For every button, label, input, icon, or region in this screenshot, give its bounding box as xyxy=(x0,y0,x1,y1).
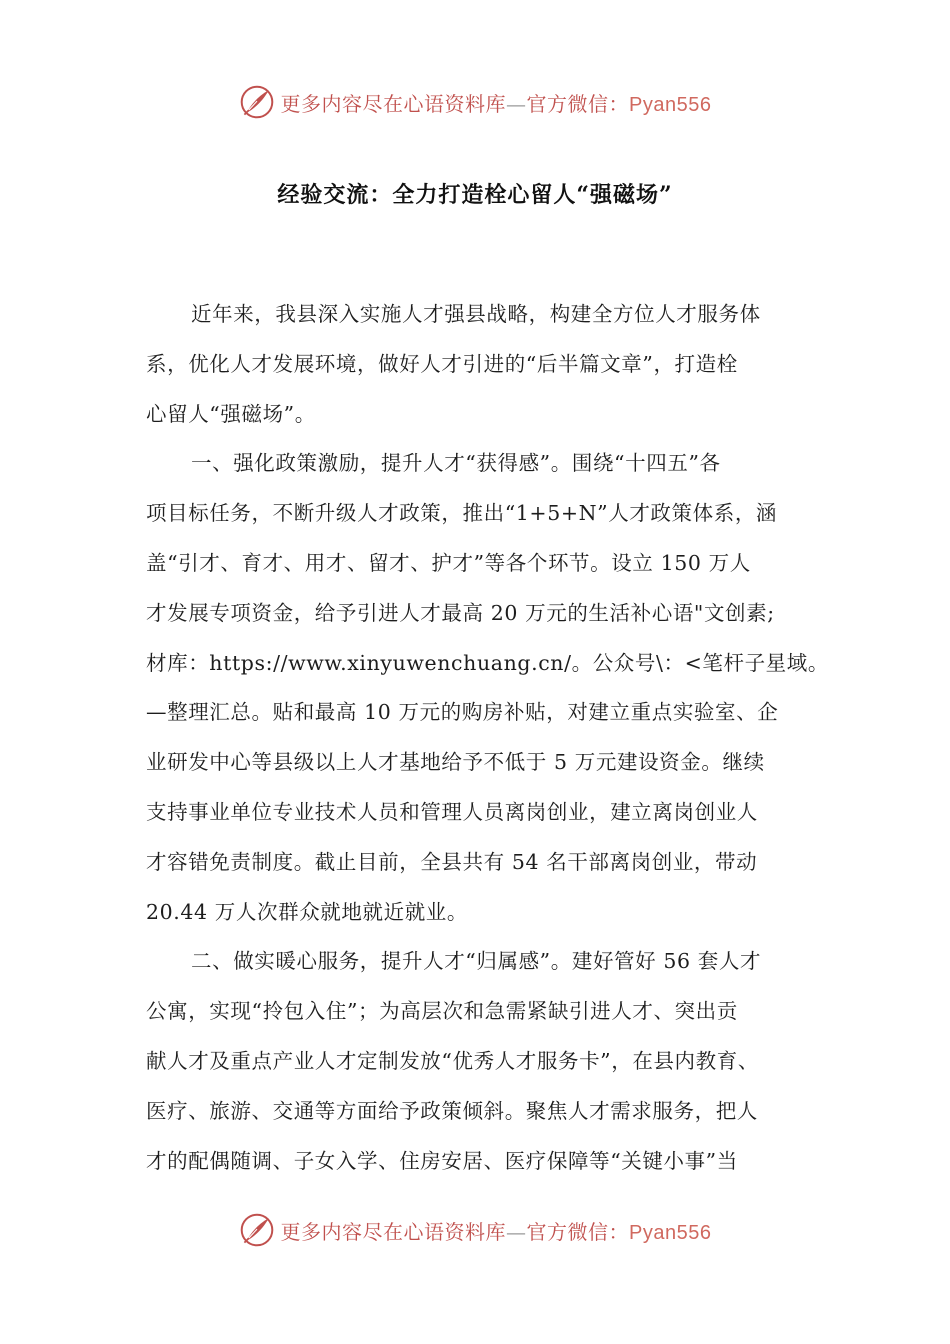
text-line: —整理汇总。贴和最高 10 万元的购房补贴，对建立重点实验室、企 xyxy=(146,700,779,725)
text-line: 心留人“强磁场”。 xyxy=(146,401,316,426)
text-line: 材库：https://www.xinyuwenchuang.cn/。公众号\：<笔杆子星域。 xyxy=(146,650,829,675)
text-line: 献人才及重点产业人才定制发放“优秀人才服务卡”，在县内教育、 xyxy=(146,1048,759,1073)
text-line: 才的配偶随调、子女入学、住房安居、医疗保障等“关键小事”当 xyxy=(146,1148,738,1173)
text-line: 才容错免责制度。截止目前，全县共有 54 名干部离岗创业，带动 xyxy=(146,849,758,874)
banner-wx-label: 官方微信： xyxy=(526,1219,630,1244)
text-line: 项目标任务，不断升级人才政策，推出“1+5+N”人才政策体系，涵 xyxy=(146,501,778,526)
quill-pen-logo-icon xyxy=(239,1212,275,1248)
text-line: 支持事业单位专业技术人员和管理人员离岗创业，建立离岗创业人 xyxy=(146,799,758,824)
text-line: 医疗、旅游、交通等方面给予政策倾斜。聚焦人才需求服务，把人 xyxy=(146,1098,758,1123)
banner-wx-id: Pyan556 xyxy=(629,93,712,116)
text-line: 盖“引才、育才、用才、留才、护才”等各个环节。设立 150 万人 xyxy=(146,550,751,575)
banner-wx-id: Pyan556 xyxy=(629,1221,712,1244)
banner-dash: — xyxy=(506,1219,527,1244)
text-line: 才发展专项资金，给予引进人才最高 20 万元的生活补心语"文创素; xyxy=(146,600,775,625)
text-line: 近年来，我县深入实施人才强县战略，构建全方位人才服务体 xyxy=(191,302,761,326)
text-line: 业研发中心等县级以上人才基地给予不低于 5 万元建设资金。继续 xyxy=(146,750,765,775)
text-line: 系，优化人才发展环境，做好人才引进的“后半篇文章”，打造栓 xyxy=(146,351,738,376)
banner-dash: — xyxy=(506,91,527,116)
footer-watermark-banner xyxy=(0,1210,950,1250)
header-watermark-banner xyxy=(0,82,950,122)
banner-prefix: 更多内容尽在心语资料库 xyxy=(280,1219,507,1244)
text-line: 公寓，实现“拎包入住”；为高层次和急需紧缺引进人才、突出贡 xyxy=(146,999,738,1024)
banner-prefix: 更多内容尽在心语资料库 xyxy=(280,91,507,116)
article-title: 经验交流：全力打造栓心留人“强磁场” xyxy=(277,182,673,208)
article-body xyxy=(146,290,829,1186)
quill-pen-logo-icon xyxy=(239,84,275,120)
text-line: 二、做实暖心服务，提升人才“归属感”。建好管好 56 套人才 xyxy=(191,949,762,974)
text-line: 20.44 万人次群众就地就近就业。 xyxy=(146,899,469,924)
banner-wx-label: 官方微信： xyxy=(526,91,630,116)
text-line: 一、强化政策激励，提升人才“获得感”。围绕“十四五”各 xyxy=(191,451,721,476)
